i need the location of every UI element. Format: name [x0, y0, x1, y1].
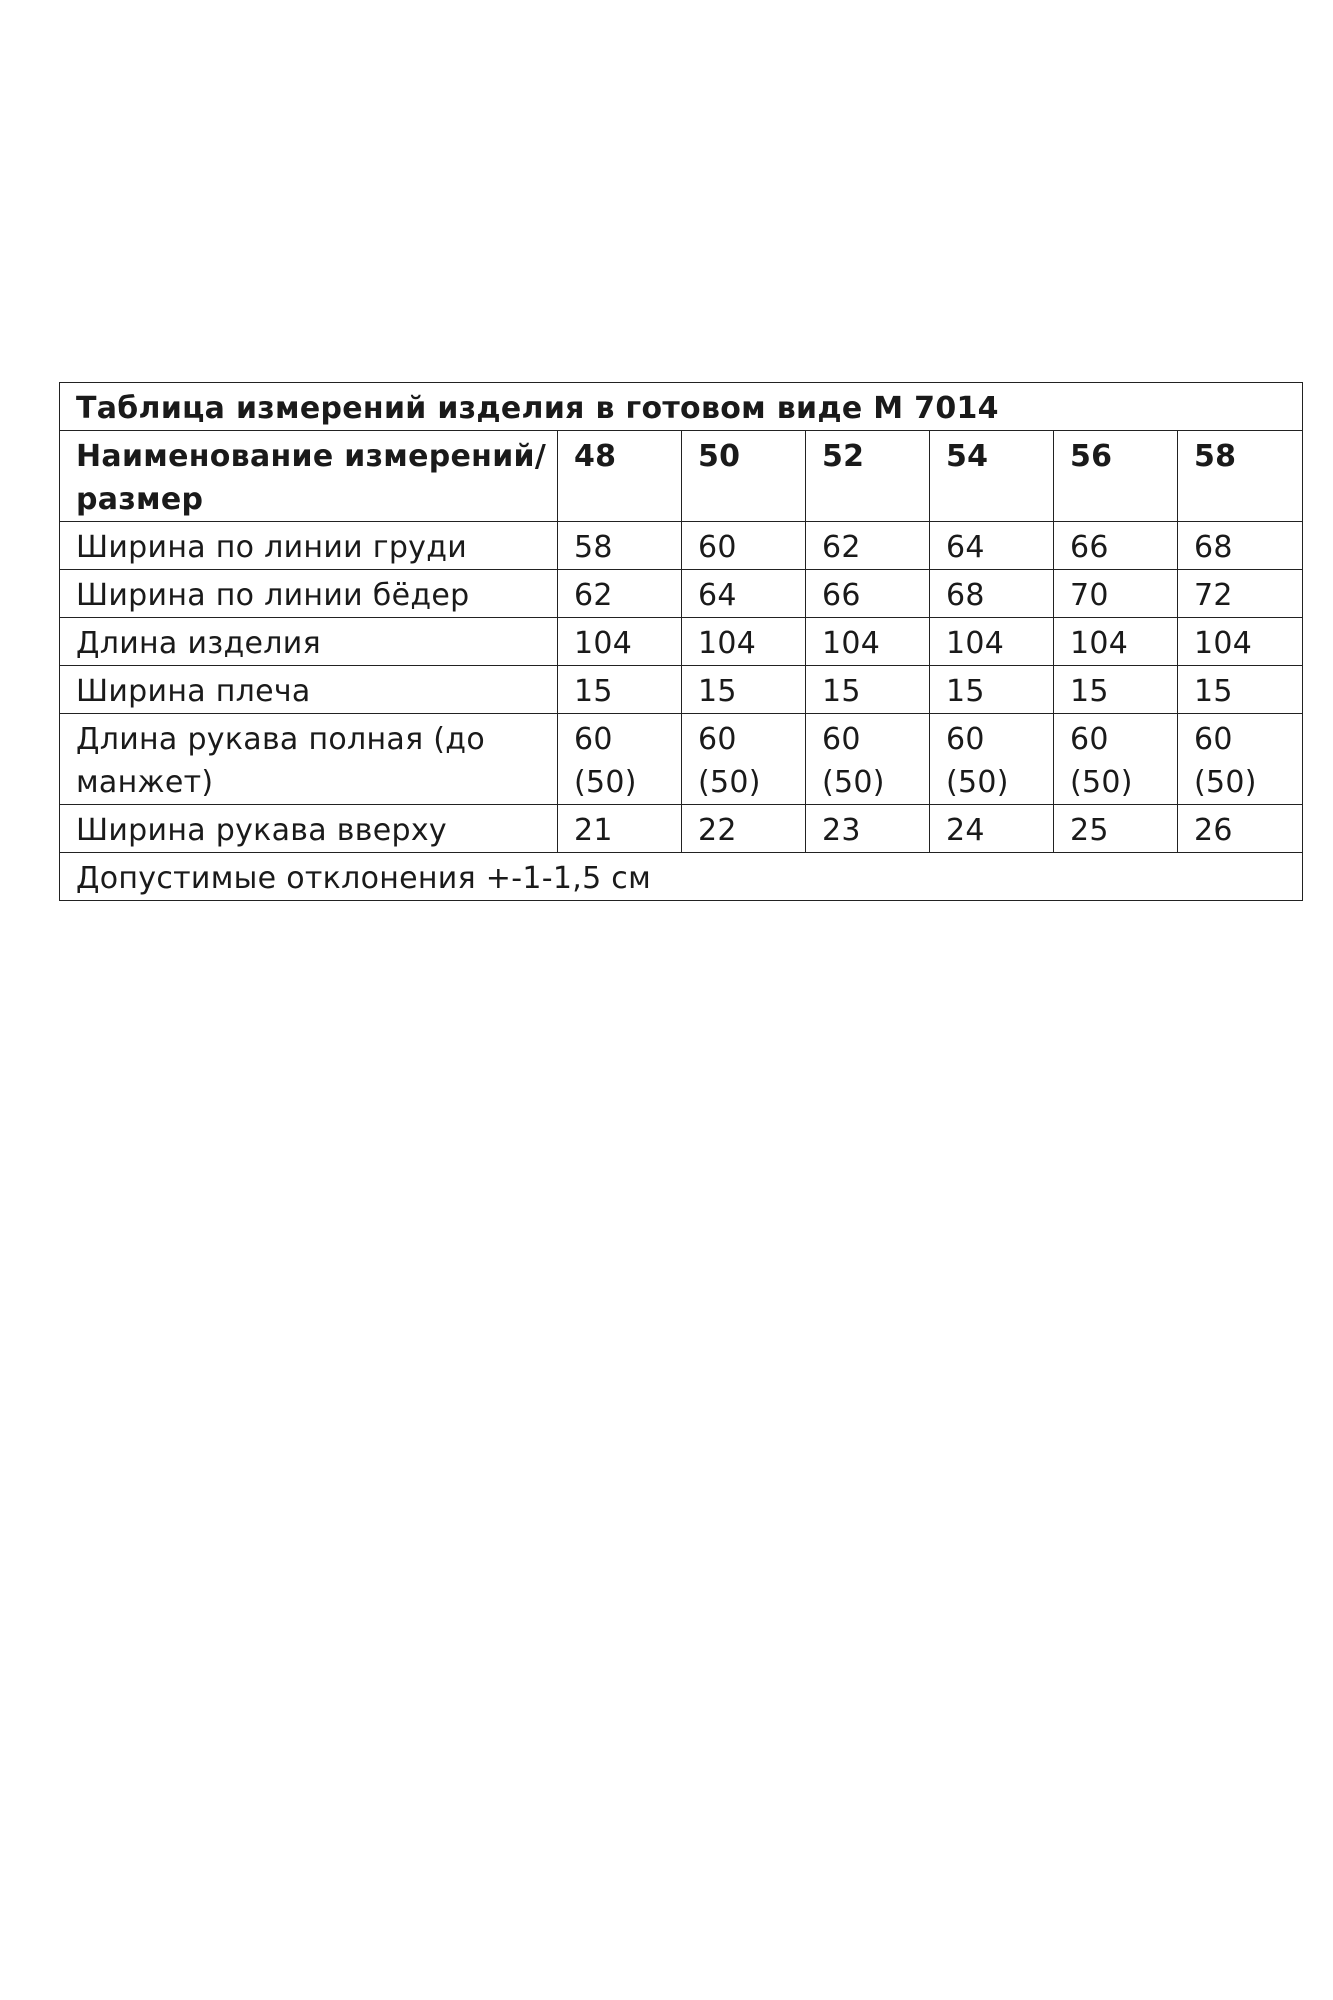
table-cell: 62	[558, 570, 682, 618]
table-row	[60, 570, 1303, 618]
table-cell: 60	[682, 522, 806, 570]
table-title: Таблица измерений изделия в готовом виде М 7014	[60, 383, 1303, 431]
table-cell: 104	[1178, 618, 1303, 666]
table-cell: 60 (50)	[1178, 714, 1303, 805]
row-label: Длина изделия	[60, 618, 558, 666]
table-cell: 66	[806, 570, 930, 618]
table-title-row	[60, 383, 1303, 431]
table-cell: 68	[1178, 522, 1303, 570]
table-cell: 70	[1054, 570, 1178, 618]
tolerance-note: Допустимые отклонения +-1-1,5 см	[60, 853, 1303, 901]
row-label: Ширина рукава вверху	[60, 805, 558, 853]
table-header-row	[60, 431, 1303, 522]
table-cell: 15	[682, 666, 806, 714]
table-cell: 64	[930, 522, 1054, 570]
table-cell: 22	[682, 805, 806, 853]
table-row	[60, 618, 1303, 666]
table-cell: 64	[682, 570, 806, 618]
row-label: Ширина по линии груди	[60, 522, 558, 570]
row-label: Ширина плеча	[60, 666, 558, 714]
table-cell: 66	[1054, 522, 1178, 570]
table-cell: 60 (50)	[930, 714, 1054, 805]
table-cell: 60 (50)	[806, 714, 930, 805]
size-header: 56	[1054, 431, 1178, 522]
size-header: 54	[930, 431, 1054, 522]
table-cell: 15	[930, 666, 1054, 714]
table-cell: 104	[930, 618, 1054, 666]
size-header: 50	[682, 431, 806, 522]
table-cell: 104	[1054, 618, 1178, 666]
size-table	[59, 382, 1303, 901]
table-row	[60, 714, 1303, 805]
table-cell: 25	[1054, 805, 1178, 853]
table-cell: 72	[1178, 570, 1303, 618]
table-cell: 24	[930, 805, 1054, 853]
header-label: Наименование измерений/размер	[60, 431, 558, 522]
table-cell: 60 (50)	[682, 714, 806, 805]
table-cell: 15	[558, 666, 682, 714]
measurement-chart	[59, 382, 1302, 901]
size-header: 52	[806, 431, 930, 522]
table-cell: 60 (50)	[558, 714, 682, 805]
size-header: 58	[1178, 431, 1303, 522]
table-row	[60, 805, 1303, 853]
table-cell: 104	[682, 618, 806, 666]
table-cell: 60 (50)	[1054, 714, 1178, 805]
table-footer-row	[60, 853, 1303, 901]
table-cell: 62	[806, 522, 930, 570]
table-cell: 21	[558, 805, 682, 853]
table-row	[60, 666, 1303, 714]
size-header: 48	[558, 431, 682, 522]
table-cell: 15	[1178, 666, 1303, 714]
table-row	[60, 522, 1303, 570]
table-cell: 104	[558, 618, 682, 666]
table-cell: 23	[806, 805, 930, 853]
table-cell: 104	[806, 618, 930, 666]
row-label: Длина рукава полная (до манжет)	[60, 714, 558, 805]
table-cell: 58	[558, 522, 682, 570]
table-cell: 68	[930, 570, 1054, 618]
table-cell: 15	[806, 666, 930, 714]
table-cell: 26	[1178, 805, 1303, 853]
row-label: Ширина по линии бёдер	[60, 570, 558, 618]
table-cell: 15	[1054, 666, 1178, 714]
